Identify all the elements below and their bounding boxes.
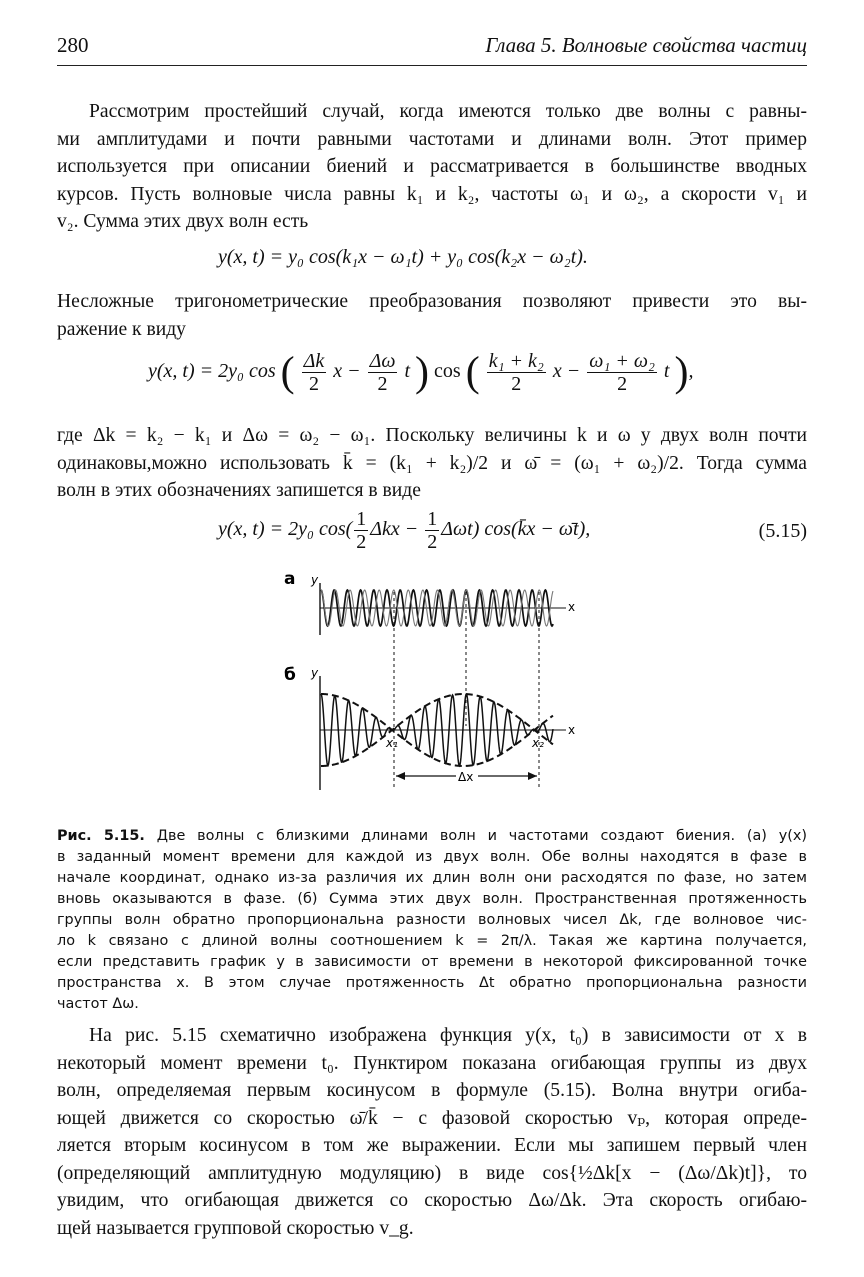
delta-x-label: Δx: [458, 770, 474, 784]
eq2-term: ,: [688, 360, 694, 383]
numerator: 1: [356, 508, 367, 530]
eq3-term: Δωt) cos(k̄x − ω̄t),: [441, 518, 591, 541]
equation-number: (5.15): [758, 520, 807, 542]
denominator: 2: [356, 531, 367, 553]
equation-1: y(x, t) = y₀ cos(k₁x − ω₁t) + y₀ cos(k₂x − ω₂t).: [218, 246, 588, 268]
text-line: v₂. Сумма этих двух волн есть: [57, 211, 309, 232]
panel-a-label: а: [284, 569, 296, 589]
text-line: одинаковы,можно использовать k̄ = (k₁ + k₂)/2 и ω̄ = (ω₁ + ω₂)/2. Тогда сумма: [57, 452, 807, 474]
arrow-head-left: [396, 772, 405, 780]
x-axis-label-a: x: [568, 600, 576, 614]
eq3-term: y(x, t) = 2y₀ cos(: [218, 518, 353, 541]
arrow-head-right: [528, 772, 537, 780]
numerator: Δω: [369, 350, 396, 372]
text-line: (определяющий амплитудную модуляцию) в виде cos{½Δk[x − (Δω/Δk)t]}, то: [57, 1162, 807, 1184]
x-axis-label-b: x: [568, 723, 576, 737]
numerator: Δk: [303, 350, 325, 372]
caption-line: вновь оказываются в фазе. (б) Сумма этих двух волн. Пространственная протяженность: [57, 891, 807, 907]
caption-line: если представить график y в зависимости от времени в некоторой фиксированной точке: [57, 954, 807, 970]
paren: ): [674, 349, 689, 396]
text-line: где Δk = k₂ − k₁ и Δω = ω₂ − ω₁. Поскольку величины k и ω у двух волн почти: [57, 425, 807, 446]
page-number: 280: [57, 33, 89, 57]
paren: ): [415, 349, 430, 396]
text-line: используется при описании биений и рассматривается в большинстве вводных: [57, 156, 807, 177]
running-title: Глава 5. Волновые свойства частиц: [485, 33, 807, 57]
text-line: ляется вторым косинусом в том же выражении. Если мы запишем первый член: [57, 1135, 807, 1156]
numerator: 1: [427, 508, 438, 530]
x1-label: x₁: [386, 736, 398, 750]
denominator: 2: [308, 373, 319, 395]
text-line: ющей движется со скоростью ω̄/k̄ − с фазовой скоростью vₚ, которая опреде-: [57, 1107, 807, 1129]
eq2-term: t: [404, 360, 411, 383]
figure-caption: [57, 826, 807, 1015]
text-line: Несложные тригонометрические преобразования позволяют привести это вы-: [57, 291, 807, 312]
panel-b-label: б: [284, 665, 296, 685]
caption-line: ло k связано с длиной волны соотношением k = 2π/λ. Такая же картина получается,: [57, 933, 807, 949]
numerator: ω₁ + ω₂: [589, 350, 655, 372]
text-line: ражение к виду: [57, 318, 186, 340]
paragraph-4: [57, 1022, 807, 1242]
text-line: щей называется групповой скоростью v_g.: [57, 1217, 414, 1239]
caption-label: Рис. 5.15.: [57, 828, 145, 844]
text-line: волн в этих обозначениях запишется в виде: [57, 480, 421, 501]
text-line: курсов. Пусть волновые числа равны k₁ и k₂, частоты ω₁ и ω₂, а скорости v₁ и: [57, 183, 807, 205]
denominator: 2: [377, 373, 388, 395]
caption-line: пространства x. В этом случае протяженность Δt обратно пропорциональна разности: [57, 975, 807, 991]
denominator: 2: [617, 373, 628, 395]
y-axis-label-a: y: [311, 573, 319, 587]
paren: (: [280, 349, 295, 396]
caption-line: группы волн обратно пропорциональна разности волновых чисел Δk, где волновое чис-: [57, 912, 807, 928]
envelope-lower: [321, 730, 553, 766]
numerator: k₁ + k₂: [488, 350, 544, 372]
text-line: некоторый момент времени t₀. Пунктиром показана огибающая группы из двух: [57, 1052, 807, 1074]
text-line: Рассмотрим простейший случай, когда имеются только две волны с равны-: [89, 101, 807, 122]
eq2-term: x −: [333, 360, 361, 383]
eq2-term: t: [663, 360, 670, 383]
text-line: ми амплитудами и почти равными частотами и длинами волн. Этот пример: [57, 128, 807, 150]
y-axis-label-b: y: [311, 666, 319, 680]
denominator: 2: [427, 531, 438, 553]
text-line: волн, определяемая первым косинусом в формуле (5.15). Волна внутри огиба-: [57, 1080, 807, 1101]
caption-text: Две волны с близкими длинами волн и частотами создают биения. (а) y(x): [156, 828, 807, 844]
denominator: 2: [511, 373, 522, 395]
text-line: На рис. 5.15 схематично изображена функция y(x, t₀) в зависимости от x в: [89, 1025, 807, 1046]
caption-line: начале координат, однако из-за различия их длин волн они расходятся по фазе, но затем: [57, 870, 807, 886]
eq2-term: cos: [434, 360, 461, 383]
paren: (: [465, 349, 480, 396]
eq2-lhs: y(x, t) = 2y₀ cos: [148, 360, 276, 383]
eq2-term: x −: [552, 360, 581, 383]
eq3-term: Δkx −: [370, 518, 419, 541]
caption-line: [57, 826, 807, 847]
text-line: увидим, что огибающая движется со скоростью Δω/Δk. Эта скорость огибаю-: [57, 1190, 807, 1211]
x2-label: x₂: [532, 736, 544, 750]
caption-line: в заданный момент времени для каждой из двух волн. Обе волны находятся в фазе в: [57, 849, 807, 865]
caption-line: частот Δω.: [57, 996, 139, 1012]
